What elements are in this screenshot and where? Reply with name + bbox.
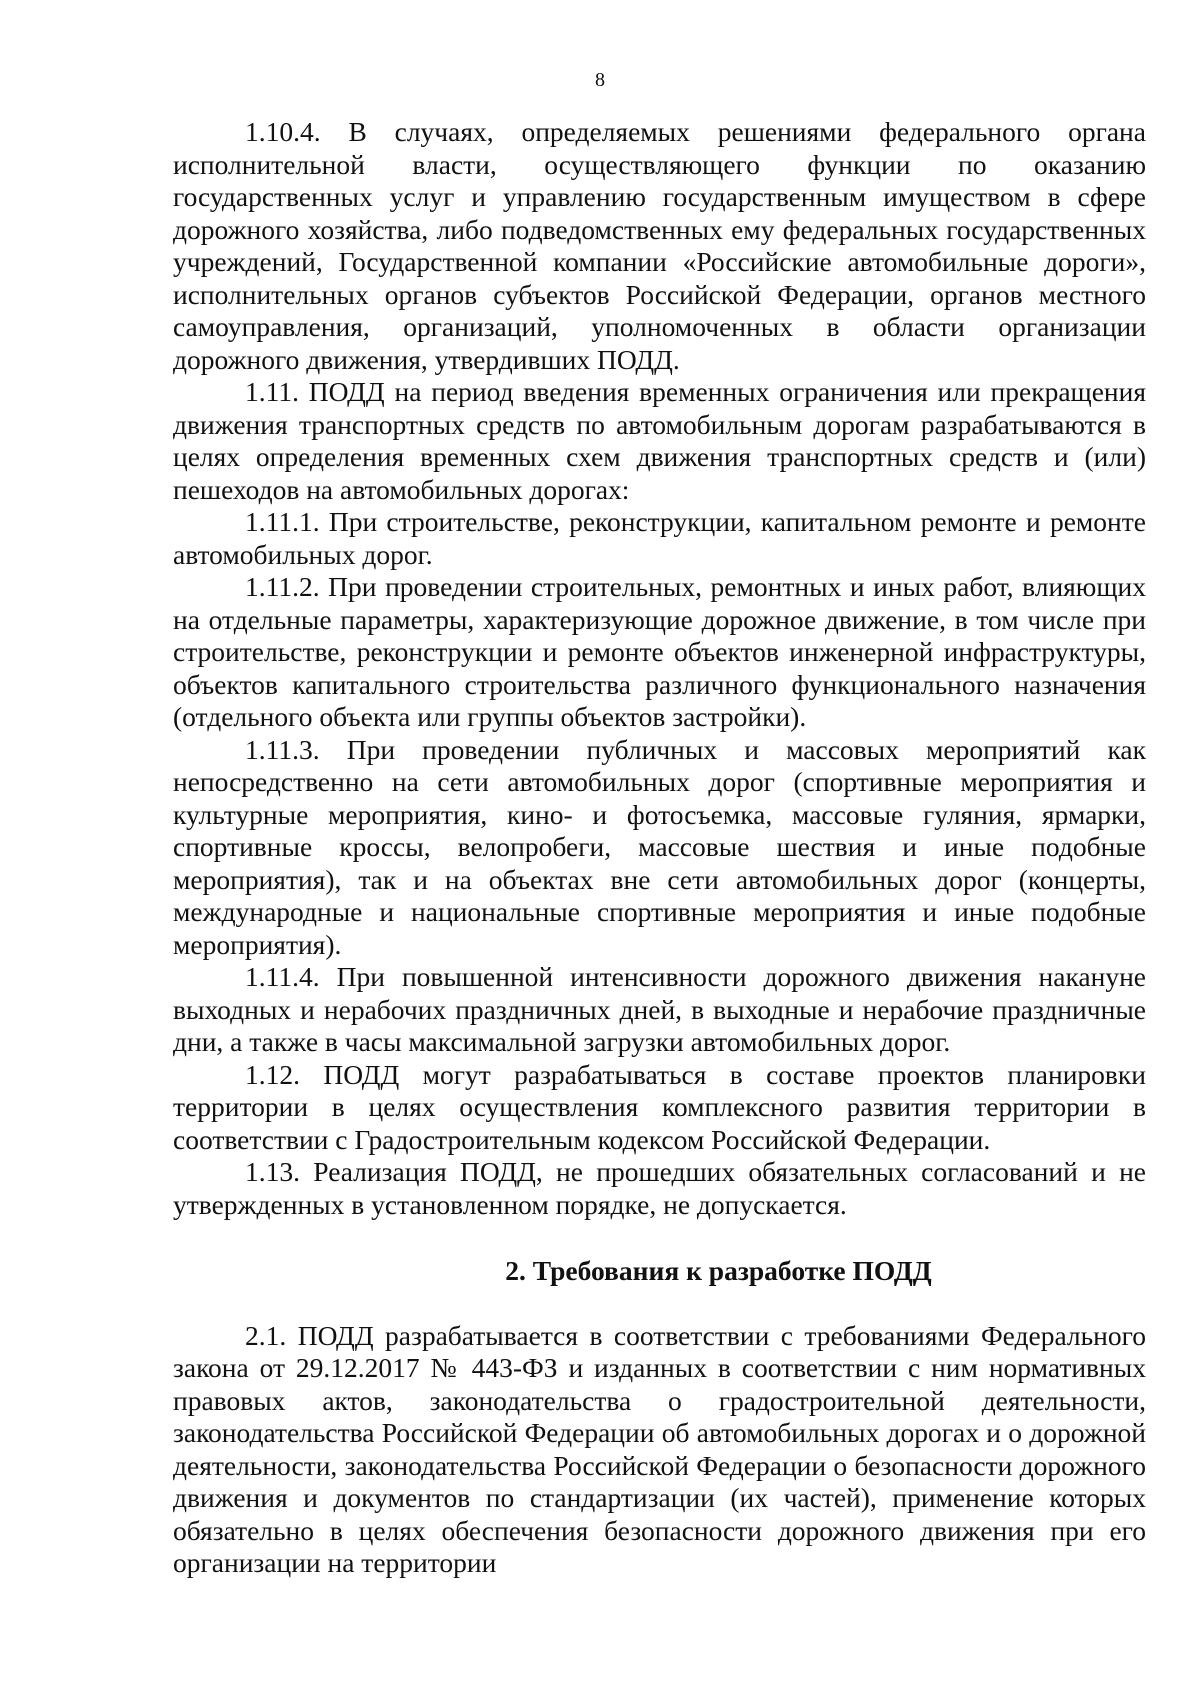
paragraph-1-11: 1.11. ПОДД на период введения временных ограничения или прекращения движения транспортных средств по автомобильным дорогам разрабатываются в целях определения временных схем движения транспортных средств и (или) пешеходов на автомобильных дорогах: <box>173 376 1146 505</box>
paragraph-1-10-4: 1.10.4. В случаях, определяемых решениями федерального органа исполнительной власти, осуществляющего функции по оказанию государственных услуг и управлению государственным имуществом в сфере дорожного хозяйства, либо подведомственных ему федеральных государственных учреждений, Государственной компании «Российские автомобильные дороги», исполнительных органов субъектов Российской Федерации, органов местного самоуправления, организаций, уполномоченных в области организации дорожного движения, утвердивших ПОДД. <box>173 116 1146 375</box>
page-number: 8 <box>595 69 605 91</box>
section-heading: 2. Требования к разработке ПОДД <box>505 1255 932 1286</box>
document-body <box>173 116 1146 1580</box>
paragraph-1-13: 1.13. Реализация ПОДД, не прошедших обязательных согласований и не утвержденных в установленном порядке, не допускается. <box>173 1156 1146 1220</box>
paragraph-1-12: 1.12. ПОДД могут разрабатываться в составе проектов планировки территории в целях осуществления комплексного развития территории в соответствии с Градостроительным кодексом Российской Федерации. <box>173 1058 1146 1155</box>
paragraph-1-11-1: 1.11.1. При строительстве, реконструкции, капитальном ремонте и ремонте автомобильных дорог. <box>173 506 1146 570</box>
paragraph-2-1: 2.1. ПОДД разрабатывается в соответствии с требованиями Федерального закона от 29.12.2017 № 443-ФЗ и изданных в соответствии с ним нормативных правовых актов, законодательства о градостроительной деятельности, законодательства Российской Федерации об автомобильных дорогах и о дорожной деятельности, законодательства Российской Федерации о безопасности дорожного движения и документов по стандартизации (их частей), применение которых обязательно в целях обеспечения безопасности дорожного движения при его организации на территории <box>173 1319 1146 1578</box>
paragraph-1-11-2: 1.11.2. При проведении строительных, ремонтных и иных работ, влияющих на отдельные параметры, характеризующие дорожное движение, в том числе при строительстве, реконструкции и ремонте объектов инженерной инфраструктуры, объектов капитального строительства различного функционального назначения (отдельного объекта или группы объектов застройки). <box>173 571 1146 732</box>
paragraph-1-11-3: 1.11.3. При проведении публичных и массовых мероприятий как непосредственно на сети автомобильных дорог (спортивные мероприятия и культурные мероприятия, кино- и фотосъемка, массовые гуляния, ярмарки, спортивные кроссы, велопробеги, массовые шествия и иные подобные мероприятия), так и на объектах вне сети автомобильных дорог (концерты, международные и национальные спортивные мероприятия и иные подобные мероприятия). <box>173 733 1146 960</box>
paragraph-1-11-4: 1.11.4. При повышенной интенсивности дорожного движения накануне выходных и нерабочих праздничных дней, в выходные и нерабочие праздничные дни, а также в часы максимальной загрузки автомобильных дорог. <box>173 961 1146 1057</box>
